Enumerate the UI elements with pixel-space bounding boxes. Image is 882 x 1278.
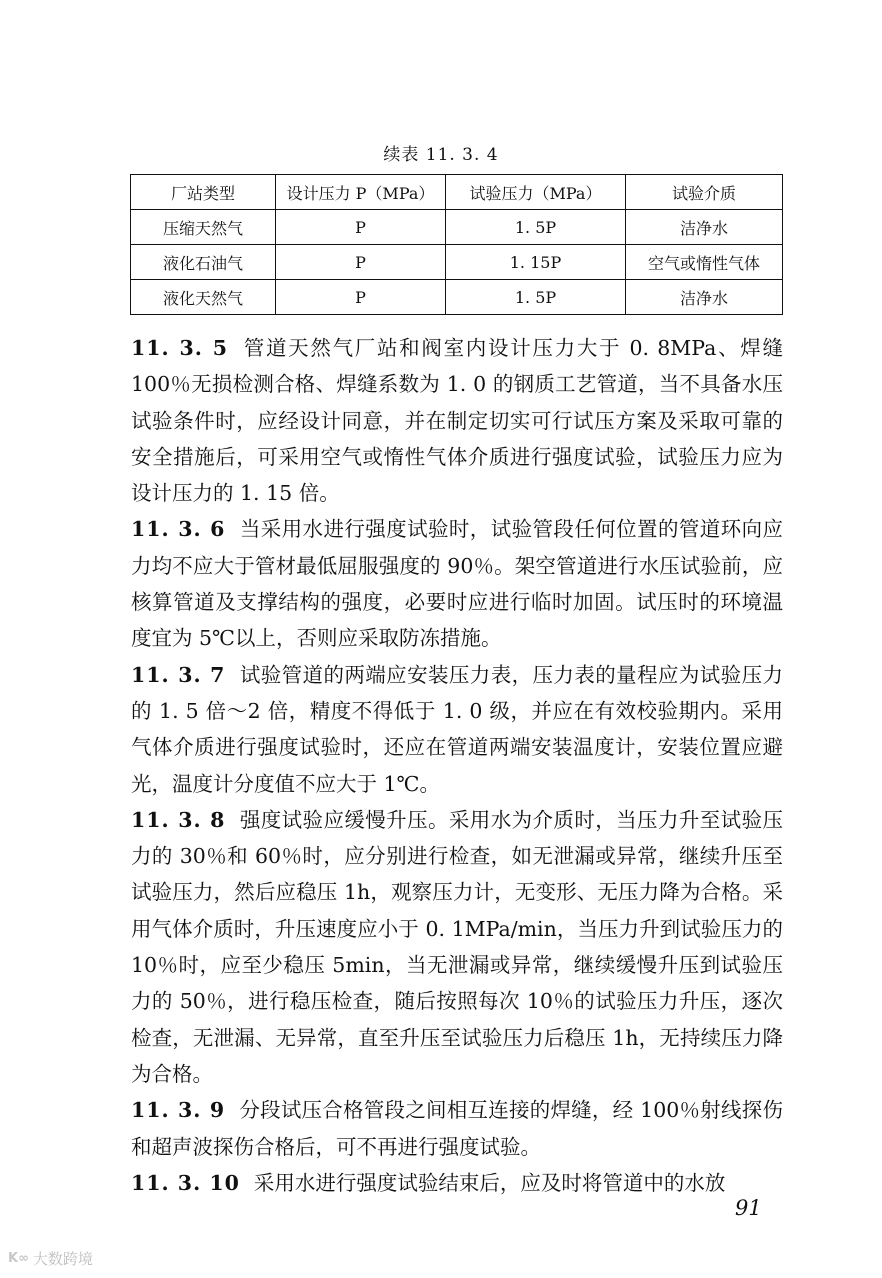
page-number: 91 — [735, 1196, 762, 1220]
table-row — [131, 245, 783, 280]
clause-text: 强度试验应缓慢升压。采用水为介质时，当压力升至试验压力的 30％和 60％时，应分别进行检查，如无泄漏或异常，继续升压至试验压力，然后应稳压 1h，观察压力计，无变形、无压力降为合格。采用气体介质时，升压速度应小于 0. 1MPa/min，当压力升到试验压力的 10％时，应至少稳压 5min，当无泄漏或异常，继续缓慢升压到试验压力的 50％，进行稳压检查，随后按照每次 10％的试验压力升压，逐次检查，无泄漏、无异常，直至升压至试验压力后稳压 1h，无持续压力降为合格。 — [131, 807, 783, 1086]
table-header-cell: 设计压力 P（MPa） — [276, 175, 446, 210]
clause-number: 11. 3. 8 — [131, 807, 226, 832]
clause-number: 11. 3. 10 — [131, 1170, 240, 1195]
table-header-cell: 厂站类型 — [131, 175, 276, 210]
table-header-cell: 试验介质 — [626, 175, 783, 210]
pressure-test-table — [130, 174, 783, 315]
table-caption: 续表 11. 3. 4 — [383, 145, 499, 165]
table-cell: P — [276, 280, 446, 315]
clause-paragraph — [131, 802, 783, 1092]
clause-number: 11. 3. 9 — [131, 1098, 226, 1123]
clause-number: 11. 3. 7 — [131, 662, 226, 687]
table-row — [131, 210, 783, 245]
table-cell: P — [276, 245, 446, 280]
clauses-body — [131, 330, 783, 1201]
watermark-logo — [8, 1248, 93, 1269]
clause-text: 试验管道的两端应安装压力表，压力表的量程应为试验压力的 1. 5 倍～2 倍，精度不得低于 1. 0 级，并应在有效校验期内。采用气体介质进行强度试验时，还应在管道两端安装温度计，安装位置应避光，温度计分度值不应大于 1℃。 — [131, 662, 783, 796]
table-header-cell: 试验压力（MPa） — [446, 175, 626, 210]
table-cell: 压缩天然气 — [131, 210, 276, 245]
clause-number: 11. 3. 6 — [131, 517, 226, 542]
clause-text: 采用水进行强度试验结束后，应及时将管道中的水放 — [253, 1170, 726, 1195]
table-header-row — [131, 175, 783, 210]
table-cell: 空气或惰性气体 — [626, 245, 783, 280]
table-cell: P — [276, 210, 446, 245]
logo-icon: K∞ — [8, 1251, 29, 1266]
logo-text: 大数跨境 — [32, 1250, 93, 1268]
clause-text: 管道天然气厂站和阀室内设计压力大于 0. 8MPa、焊缝 100％无损检测合格、焊缝系数为 1. 0 的钢质工艺管道，当不具备水压试验条件时，应经设计同意，并在制定切实可行试压方案及采取可靠的安全措施后，可采用空气或惰性气体介质进行强度试验，试验压力应为设计压力的 1. 15 倍。 — [131, 336, 784, 506]
clause-paragraph — [131, 1165, 783, 1201]
table-cell: 1. 5P — [446, 210, 626, 245]
table-cell: 1. 15P — [446, 245, 626, 280]
table-cell: 洁净水 — [626, 210, 783, 245]
clause-paragraph — [131, 1092, 783, 1165]
clause-text: 当采用水进行强度试验时，试验管段任何位置的管道环向应力均不应大于管材最低屈服强度的 90％。架空管道进行水压试验前，应核算管道及支撑结构的强度，必要时应进行临时加固。试压时的环境温度宜为 5℃以上，否则应采取防冻措施。 — [131, 517, 783, 651]
clause-paragraph — [131, 511, 783, 656]
clause-number: 11. 3. 5 — [131, 336, 229, 360]
clause-paragraph — [131, 657, 783, 802]
table-cell: 洁净水 — [626, 280, 783, 315]
table-cell: 液化天然气 — [131, 280, 276, 315]
table-cell: 1. 5P — [446, 280, 626, 315]
table-cell: 液化石油气 — [131, 245, 276, 280]
table-row — [131, 280, 783, 315]
clause-text: 分段试压合格管段之间相互连接的焊缝，经 100％射线探伤和超声波探伤合格后，可不再进行强度试验。 — [131, 1098, 783, 1159]
clause-paragraph — [131, 330, 783, 511]
